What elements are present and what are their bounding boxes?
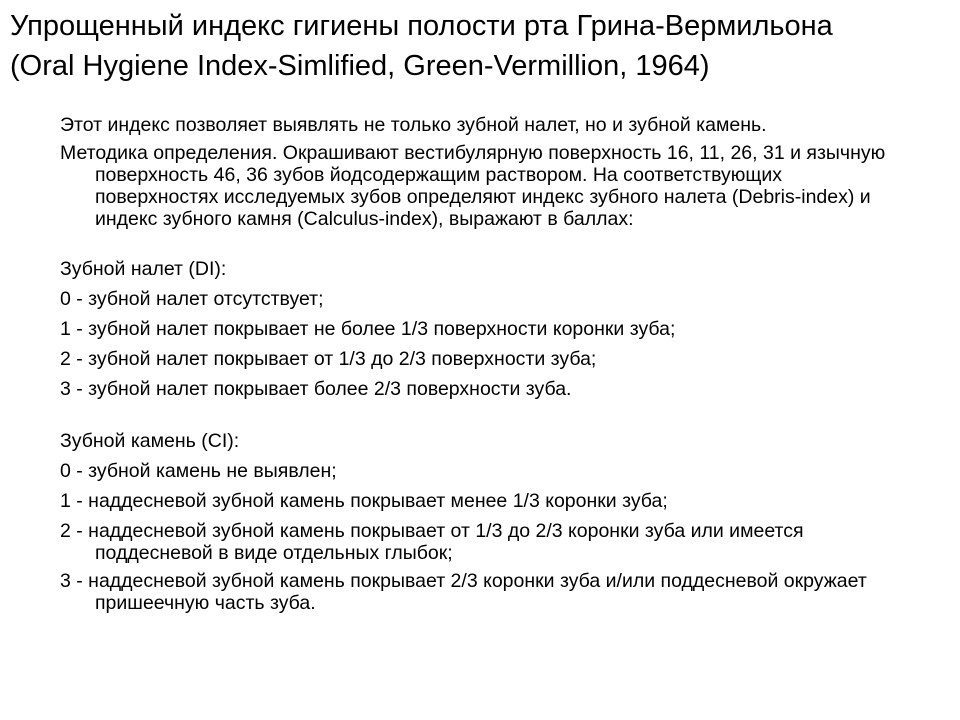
slide-body [60,114,910,620]
intro-paragraph: Этот индекс позволяет выявлять не только зубной налет, но и зубной камень. [60,114,767,136]
debris-item: 2 - зубной налет покрывает от 1/3 до 2/3 поверхности зуба; [60,348,597,370]
title-line-1: Упрощенный индекс гигиены полости рта Грина-Вермильона [10,10,833,42]
calculus-item: 3 - наддесневой зубной камень покрывает 2/3 коронки зуба и/или поддесневой окружает пришеечную часть зуба. [60,570,867,614]
calculus-item: 2 - наддесневой зубной камень покрывает от 1/3 до 2/3 коронки зуба или имеется поддесневой в виде отдельных глыбок; [60,520,804,564]
spacer [60,236,910,258]
debris-heading: Зубной налет (DI): [60,258,227,280]
calculus-item: 0 - зубной камень не выявлен; [60,460,337,482]
title-line-2: (Oral Hygiene Index-Simlified, Green-Vermillion, 1964) [10,50,710,82]
spacer [60,408,910,430]
calculus-heading: Зубной камень (CI): [60,430,240,452]
debris-item: 0 - зубной налет отсутствует; [60,288,324,310]
debris-item: 3 - зубной налет покрывает более 2/3 поверхности зуба. [60,378,572,400]
method-paragraph: Методика определения. Окрашивают вестибулярную поверхность 16, 11, 26, 31 и язычную поверхность 46, 36 зубов йодсодержащим раствором. На соответствующих поверхностях исследуемых зубов определяют индекс зубного налета (Debris-index) и индекс зубного камня (Calculus-index), выражают в баллах: [60,142,886,230]
calculus-item: 1 - наддесневой зубной камень покрывает менее 1/3 коронки зуба; [60,490,668,512]
page-title [10,6,950,86]
debris-item: 1 - зубной налет покрывает не более 1/3 поверхности коронки зуба; [60,318,676,340]
